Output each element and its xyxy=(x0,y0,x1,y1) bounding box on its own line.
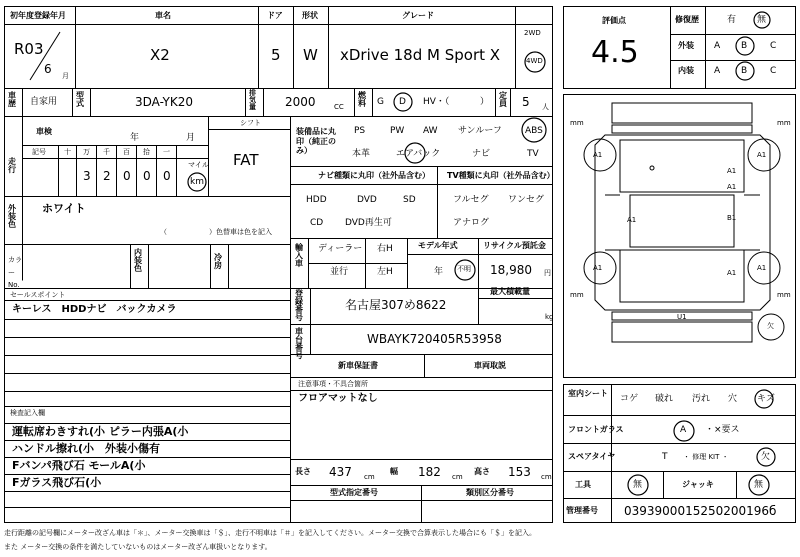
equip-navi: ナビ xyxy=(472,149,491,159)
inspector-line: 運転席わきすれ(小 ピラー内張A(小 xyxy=(12,425,189,438)
unit-sen: 千 xyxy=(103,148,110,156)
max-load-unit: kg xyxy=(545,313,554,321)
registration-value: 名古屋307め8622 xyxy=(345,298,447,312)
navi-hdd: HDD xyxy=(306,195,327,205)
damage-mark: A1 xyxy=(593,151,603,159)
use-label: 車歴 xyxy=(8,91,16,108)
model-year-unknown: 不明 xyxy=(457,265,471,273)
fuel-close: ） xyxy=(480,97,490,107)
disp: 2000 xyxy=(285,95,316,109)
inspector-line: ハンドル擦れ(小 外装小傷有 xyxy=(12,442,161,455)
equipment-label: 装備品に丸印（純正のみ） xyxy=(296,127,336,156)
mileage-digit: 0 xyxy=(163,169,171,183)
tv-fullseg: フルセグ xyxy=(453,195,489,205)
repair-label: 修復歴 xyxy=(675,15,699,24)
hei-label: 高さ xyxy=(474,467,490,476)
front-glass-x: ・×要ス xyxy=(705,425,740,435)
jack-label: ジャッキ xyxy=(682,480,714,489)
spare-none: 欠 xyxy=(761,452,771,462)
mile-unit: マイル xyxy=(188,161,209,169)
notes-label: 注意事項・不具合箇所 xyxy=(298,380,368,388)
mgmt-value: 0393900015250200196б xyxy=(624,504,777,518)
import-dealer: ディーラー xyxy=(318,244,363,254)
equip-pw: PW xyxy=(390,126,405,136)
km-unit: km xyxy=(190,177,204,187)
model: 3DA-YK20 xyxy=(135,95,193,109)
damage-mark: A1 xyxy=(757,151,767,159)
car-manual: 車両取説 xyxy=(474,361,506,370)
shift: FAT xyxy=(233,151,259,169)
color-value: ホワイト xyxy=(42,202,86,215)
shaken-year: 年 xyxy=(130,133,140,143)
recycle-unit: 円 xyxy=(544,269,551,277)
unit-man: 万 xyxy=(83,148,90,156)
int-b: B xyxy=(741,66,748,76)
interior-color-label: 内装色 xyxy=(134,248,142,273)
import-label: 輸入車 xyxy=(295,243,303,268)
navi-dvd: DVD xyxy=(357,195,377,205)
first-reg-era: R03 xyxy=(14,40,44,58)
interior-sheet-label: 室内シート xyxy=(568,389,608,398)
len: 437 xyxy=(329,465,352,479)
drive-2wd: 2WD xyxy=(524,29,541,37)
mileage-digit: 3 xyxy=(83,169,91,183)
equip-airbag: エアバック xyxy=(396,149,441,159)
seat-yabure: 破れ xyxy=(655,394,674,404)
navi-sd: SD xyxy=(403,195,416,205)
wid: 182 xyxy=(418,465,441,479)
fuel-g: G xyxy=(377,97,384,107)
import-right: 右H xyxy=(377,244,393,254)
doors: 5 xyxy=(271,46,281,64)
seat-koge: コゲ xyxy=(620,394,639,404)
score-value: 4.5 xyxy=(591,35,639,70)
inspector-line: Fバンパ飛び石 モールA(小 xyxy=(12,459,146,472)
mgmt-label: 管理番号 xyxy=(566,506,598,515)
repair-no: 無 xyxy=(757,15,767,25)
drive-4wd: 4WD xyxy=(526,57,543,65)
footer-line-1: 走行距離の記号欄にメーター改ざん車は「＊」、メーター交換車は「＄」、走行不明車は「＃」を記入してください。メーター交換で合算表示した場合にも「＄」を記入。 xyxy=(4,529,536,537)
cap: 5 xyxy=(522,95,530,109)
hei-unit: cm xyxy=(541,473,552,481)
jack-none: 無 xyxy=(754,480,764,490)
import-left: 左H xyxy=(377,267,393,277)
first-reg-label: 初年度登録年月 xyxy=(10,11,66,20)
color-note: （ ）色替車は色を記入 xyxy=(160,228,272,236)
inspector-line: Fガラス飛び石(小 xyxy=(12,476,102,489)
shape-label: 形状 xyxy=(302,11,318,20)
len-unit: cm xyxy=(364,473,375,481)
mm-mark: mm xyxy=(777,291,791,299)
grade: xDrive 18d M Sport X xyxy=(340,46,501,64)
spare-t: T xyxy=(662,452,668,462)
color-no-label: カラーNo. xyxy=(8,256,22,290)
model-year-unit: 年 xyxy=(434,267,444,277)
wid-unit: cm xyxy=(452,473,463,481)
unit-ichi: 一 xyxy=(163,148,170,156)
mileage-digit: 2 xyxy=(103,169,111,183)
damage-mark: 欠 xyxy=(767,322,774,330)
ext-a: A xyxy=(714,41,721,51)
unit-hyaku: 百 xyxy=(123,148,130,156)
class-label: 類別区分番号 xyxy=(466,488,514,497)
fuel-label: 燃料 xyxy=(358,91,366,108)
cc: CC xyxy=(334,103,344,111)
new-car-warranty: 新車保証書 xyxy=(338,361,378,370)
registration-label: 登録番号 xyxy=(295,289,303,322)
selling-label: セールスポイント xyxy=(10,291,66,299)
ext-b: B xyxy=(741,41,748,51)
wid-label: 幅 xyxy=(390,467,398,476)
interior-label: 内装 xyxy=(678,66,694,75)
car-name-label: 車名 xyxy=(155,11,171,20)
exterior-label: 外装 xyxy=(678,41,694,50)
cap-unit: 人 xyxy=(542,103,549,111)
front-glass-label: フロントガラス xyxy=(568,425,624,434)
model-label: 型式 xyxy=(76,91,84,108)
unit-juu: 拾 xyxy=(143,148,150,156)
car-name: X2 xyxy=(150,46,170,64)
seat-yogore: 汚れ xyxy=(692,394,711,404)
equip-leather: 本革 xyxy=(352,149,371,159)
chassis-label: 車台番号 xyxy=(295,327,303,360)
score-label: 評価点 xyxy=(602,16,626,25)
recycle-label: リサイクル預託金 xyxy=(483,241,546,250)
mm-mark: mm xyxy=(570,291,584,299)
mileage-label: 走行 xyxy=(8,157,16,174)
equip-abs: ABS xyxy=(525,126,543,136)
tv-label: TV種類に丸印（社外品含む） xyxy=(447,171,555,180)
fuel-d: D xyxy=(399,97,406,107)
first-reg-month: 6 xyxy=(44,62,52,76)
door-label: ドア xyxy=(267,11,283,20)
int-c: C xyxy=(770,66,777,76)
int-a: A xyxy=(714,66,721,76)
grade-label: グレード xyxy=(402,11,434,20)
navi-dvd-play: DVD再生可 xyxy=(345,218,392,228)
model-year-label: モデル年式 xyxy=(418,241,458,250)
unit-kigou: 記号 xyxy=(32,148,46,156)
damage-mark: A1 xyxy=(757,264,767,272)
len-label: 長さ xyxy=(295,467,311,476)
equip-ps: PS xyxy=(354,126,366,136)
repair-yes: 有 xyxy=(727,15,737,25)
equip-tv: TV xyxy=(527,149,539,159)
damage-mark: A1 xyxy=(593,264,603,272)
damage-mark: A1 xyxy=(727,183,737,191)
spare-kit: ・ 修理 KIT ・ xyxy=(683,453,729,461)
footer-line-2: また メーター交換の条件を満たしていないものはメーター改ざん車扱いとなります。 xyxy=(4,543,272,551)
shape: W xyxy=(303,46,318,64)
mileage-digit: 0 xyxy=(123,169,131,183)
disp-label: 排気量 xyxy=(249,89,256,111)
tv-analog: アナログ xyxy=(453,218,490,228)
mileage-digit: 0 xyxy=(143,169,151,183)
type-cert-label: 型式指定番号 xyxy=(330,488,378,497)
navi-cd: CD xyxy=(310,218,324,228)
tv-oneseg: ワンセグ xyxy=(508,195,545,205)
inspector-label: 検査記入欄 xyxy=(10,409,45,417)
import-parallel: 並行 xyxy=(330,267,349,277)
fuel-hv: HV・（ xyxy=(423,97,450,107)
chassis-value: WBAYK720405R53958 xyxy=(367,332,502,346)
mm-mark: mm xyxy=(777,119,791,127)
unit-ju: 十 xyxy=(64,148,71,156)
shaken-month: 月 xyxy=(186,133,196,143)
spare-label: スペアタイヤ xyxy=(568,452,616,461)
month-unit: 月 xyxy=(62,72,69,80)
equip-sunroof: サンルーフ xyxy=(458,126,502,136)
navi-label: ナビ種類に丸印（社外品含む） xyxy=(318,171,430,180)
hei: 153 xyxy=(508,465,531,479)
fridge-label: 冷房 xyxy=(214,253,222,270)
selling-value: キーレス HDDナビ バックカメラ xyxy=(12,304,177,315)
tools-none: 無 xyxy=(633,480,643,490)
car-damage-diagram xyxy=(584,103,784,342)
damage-mark: U1 xyxy=(677,313,687,321)
damage-mark: A1 xyxy=(627,216,637,224)
damage-mark: A1 xyxy=(727,269,737,277)
mm-mark: mm xyxy=(570,119,584,127)
damage-mark: B1 xyxy=(727,214,737,222)
recycle: 18,980 xyxy=(490,263,532,277)
cap-label: 定員 xyxy=(499,91,507,108)
use: 自家用 xyxy=(30,97,58,107)
front-glass-a: A xyxy=(680,425,687,435)
seat-kizu: キズ xyxy=(757,394,775,404)
shaken-label: 車検 xyxy=(36,127,52,136)
color-label: 外装色 xyxy=(8,204,16,229)
damage-mark: A1 xyxy=(727,167,737,175)
tools-label: 工具 xyxy=(575,480,591,489)
notes-value: フロアマットなし xyxy=(298,393,378,404)
max-load-label: 最大積載量 xyxy=(490,287,530,296)
equip-aw: AW xyxy=(423,126,438,136)
seat-ana: 穴 xyxy=(728,394,738,404)
ext-c: C xyxy=(770,41,777,51)
shift-label: シフト xyxy=(240,119,261,127)
